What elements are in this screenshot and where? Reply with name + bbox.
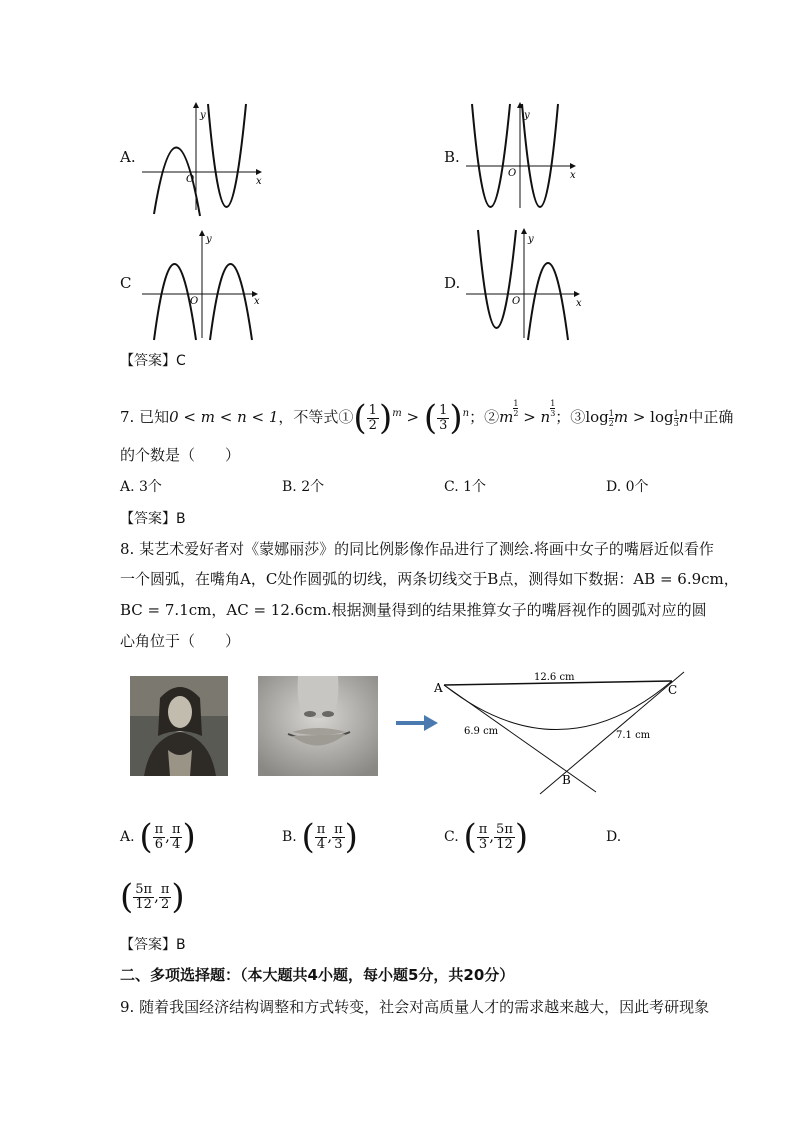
q7-option-d: D. 0个	[606, 479, 649, 495]
lip-arc-diagram	[430, 666, 690, 798]
q8-option-d-label: D.	[606, 829, 622, 845]
graph-c	[138, 228, 264, 342]
q7-answer: 【答案】B	[120, 511, 186, 527]
graph-a-y: y	[200, 110, 206, 121]
bc-length: 7.1 cm	[616, 730, 651, 741]
point-b-label: B	[562, 773, 571, 787]
mona-lisa-photo	[130, 676, 228, 776]
graph-a-label: A.	[120, 148, 136, 166]
q8-line4: 心角位于（ ）	[120, 632, 241, 650]
svg-text:O: O	[190, 296, 199, 307]
svg-text:x: x	[570, 170, 576, 181]
q7-option-a: A. 3个	[120, 479, 162, 495]
svg-text:y: y	[524, 110, 530, 121]
graph-a-o: O	[186, 174, 195, 185]
svg-text:x: x	[254, 296, 260, 307]
svg-text:x: x	[576, 298, 582, 309]
graph-b	[462, 100, 582, 210]
svg-text:y: y	[528, 234, 534, 245]
graph-b-label: B.	[444, 148, 460, 166]
graph-d-label: D.	[444, 274, 461, 292]
q8-line3: BC = 7.1cm，AC = 12.6cm.根据测量得到的结果推算女子的嘴唇视作的圆弧对应的圆	[120, 601, 707, 619]
ac-length: 12.6 cm	[534, 672, 575, 683]
graph-a	[138, 100, 268, 218]
graph-a-x: x	[256, 176, 262, 187]
q9-line1: 9. 随着我国经济结构调整和方式转变，社会对高质量人才的需求越来越大，因此考研现象	[120, 998, 710, 1016]
section-title-multiple-choice: 二、多项选择题：（本大题共4小题，每小题5分，共20分）	[120, 966, 515, 984]
point-c-label: C	[668, 683, 678, 697]
q8-option-b: B. ( $\frac{\pi}{4}$ , $\frac{\pi}{3}$ )	[282, 817, 358, 857]
point-a-label: A	[434, 681, 443, 695]
q8-option-d: ( $\frac{5\pi}{12}$ , $\frac{\pi}{2}$ )	[120, 877, 185, 917]
lips-closeup-photo	[258, 676, 378, 776]
q8-option-a: A. ( $\frac{\pi}{6}$ , $\frac{\pi}{4}$ )	[120, 817, 196, 857]
graph-d	[462, 226, 586, 342]
ab-length: 6.9 cm	[464, 726, 499, 737]
q7-option-b: B. 2个	[282, 479, 325, 495]
q7-option-c: C. 1个	[444, 479, 487, 495]
svg-text:y: y	[206, 234, 212, 245]
graph-c-label: C	[120, 274, 132, 292]
q8-line2: 一个圆弧，在嘴角A，C处作圆弧的切线，两条切线交于B点，测得如下数据：AB = 6.9cm，	[120, 570, 739, 588]
svg-text:O: O	[508, 168, 517, 179]
q8-answer: 【答案】B	[120, 937, 186, 953]
q8-option-c: C. ( $\frac{\pi}{3}$ , $\frac{5\pi}{12}$ )	[444, 817, 529, 857]
q7-line2: 的个数是（ ）	[120, 446, 241, 464]
svg-text:O: O	[512, 296, 521, 307]
q6-answer: 【答案】C	[120, 353, 186, 369]
q7-stem: 7. 已知0 < m < n < 1，不等式①( $\frac{1}{2}$ )$^m$ > ( $\frac{1}{3}$ )$^n$；②m $\frac{1}{2}$ > n $\frac{1}{3}$ ；③log $\frac{1}{2}$ m > log $\frac{1}{3}$ n中正确	[120, 398, 734, 438]
q8-line1: 8. 某艺术爱好者对《蒙娜丽莎》的同比例影像作品进行了测绘.将画中女子的嘴唇近似看作	[120, 540, 714, 558]
